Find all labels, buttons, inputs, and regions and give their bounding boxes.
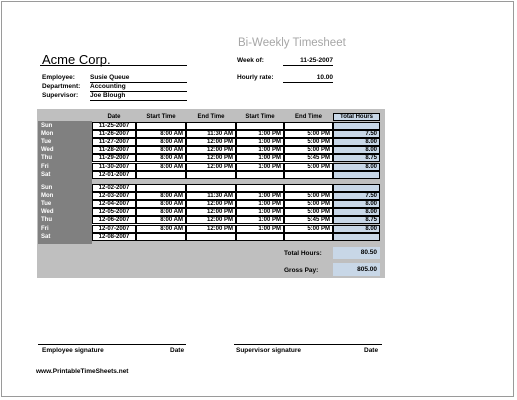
col-header-total-hours: Total Hours xyxy=(340,114,373,120)
date-cell[interactable]: 11-29-2007 xyxy=(92,154,136,162)
end-time-1-cell[interactable] xyxy=(186,171,236,179)
end-time-2-cell[interactable]: 5:00 PM xyxy=(284,138,333,146)
department-value[interactable]: Accounting xyxy=(90,83,187,92)
start-time-2-cell[interactable]: 1:00 PM xyxy=(236,163,284,171)
total-hours-cell: 8.00 xyxy=(333,138,380,146)
end-time-1-cell[interactable]: 12:00 PM xyxy=(186,225,236,233)
day-label: Thu xyxy=(41,155,52,161)
start-time-1-cell[interactable]: 8:00 AM xyxy=(136,146,186,154)
start-time-1-cell[interactable]: 8:00 AM xyxy=(136,216,186,224)
start-time-2-cell[interactable]: 1:00 PM xyxy=(236,138,284,146)
end-time-1-cell[interactable]: 11:30 AM xyxy=(186,192,236,200)
end-time-2-cell[interactable]: 5:45 PM xyxy=(284,216,333,224)
day-label: Wed xyxy=(41,209,54,215)
end-time-2-cell[interactable]: 5:00 PM xyxy=(284,163,333,171)
supervisor-value[interactable]: Joe Blough xyxy=(90,92,187,101)
day-label: Fri xyxy=(41,226,49,232)
start-time-2-cell[interactable]: 1:00 PM xyxy=(236,146,284,154)
start-time-1-cell[interactable]: 8:00 AM xyxy=(136,200,186,208)
start-time-2-cell[interactable]: 1:00 PM xyxy=(236,130,284,138)
date-cell[interactable]: 11-30-2007 xyxy=(92,163,136,171)
end-time-2-cell[interactable] xyxy=(284,122,333,130)
end-time-1-cell[interactable]: 12:00 PM xyxy=(186,138,236,146)
day-label: Sun xyxy=(41,185,53,191)
total-hours-cell: 8.75 xyxy=(333,154,380,162)
total-hours-label: Total Hours: xyxy=(284,250,322,257)
end-time-1-cell[interactable] xyxy=(186,184,236,192)
day-label: Tue xyxy=(41,201,52,207)
start-time-1-cell[interactable]: 8:00 AM xyxy=(136,225,186,233)
footer-website[interactable]: www.PrintableTimeSheets.net xyxy=(36,368,129,375)
supervisor-signature-line[interactable] xyxy=(234,344,382,345)
day-label: Wed xyxy=(41,147,54,153)
start-time-1-cell[interactable] xyxy=(136,122,186,130)
total-hours-cell: 8.00 xyxy=(333,225,380,233)
col-header-end-time-1: End Time xyxy=(197,114,225,120)
total-hours-cell: 8.75 xyxy=(333,216,380,224)
end-time-2-cell[interactable]: 5:00 PM xyxy=(284,225,333,233)
employee-signature-line[interactable] xyxy=(38,344,186,345)
date-cell[interactable]: 12-04-2007 xyxy=(92,200,136,208)
total-hours-value: 80.50 xyxy=(333,247,380,259)
employee-value[interactable]: Susie Queue xyxy=(90,74,187,83)
day-label: Tue xyxy=(41,139,52,145)
date-cell[interactable]: 12-07-2007 xyxy=(92,225,136,233)
end-time-1-cell[interactable] xyxy=(186,122,236,130)
total-hours-cell: 8.00 xyxy=(333,163,380,171)
start-time-2-cell[interactable]: 1:00 PM xyxy=(236,192,284,200)
end-time-1-cell[interactable] xyxy=(186,233,236,241)
start-time-1-cell[interactable]: 8:00 AM xyxy=(136,138,186,146)
date-cell[interactable]: 12-02-2007 xyxy=(92,184,136,192)
start-time-2-cell[interactable] xyxy=(236,233,284,241)
end-time-1-cell[interactable]: 12:00 PM xyxy=(186,146,236,154)
col-header-start-time-1: Start Time xyxy=(146,114,176,120)
day-label: Mon xyxy=(41,193,54,199)
day-label: Thu xyxy=(41,217,52,223)
supervisor-label: Supervisor: xyxy=(42,92,79,99)
start-time-1-cell[interactable] xyxy=(136,233,186,241)
end-time-1-cell[interactable]: 12:00 PM xyxy=(186,216,236,224)
end-time-2-cell[interactable]: 5:00 PM xyxy=(284,208,333,216)
end-time-1-cell[interactable]: 12:00 PM xyxy=(186,154,236,162)
total-hours-cell xyxy=(333,122,380,130)
day-label: Mon xyxy=(41,131,54,137)
day-label: Sat xyxy=(41,172,51,178)
employee-label: Employee: xyxy=(42,74,75,81)
supervisor-date-label: Date xyxy=(364,347,379,354)
start-time-2-cell[interactable]: 1:00 PM xyxy=(236,200,284,208)
hourly-rate-value[interactable]: 10.00 xyxy=(283,74,333,83)
day-label: Fri xyxy=(41,164,49,170)
start-time-1-cell[interactable]: 8:00 AM xyxy=(136,208,186,216)
total-hours-cell xyxy=(333,233,380,241)
end-time-1-cell[interactable]: 11:30 AM xyxy=(186,130,236,138)
start-time-1-cell[interactable]: 8:00 AM xyxy=(136,130,186,138)
start-time-2-cell[interactable] xyxy=(236,184,284,192)
week-of-label: Week of: xyxy=(237,57,264,64)
date-cell[interactable]: 11-28-2007 xyxy=(92,146,136,154)
total-hours-cell: 8.00 xyxy=(333,208,380,216)
date-cell[interactable]: 12-05-2007 xyxy=(92,208,136,216)
date-cell[interactable]: 12-06-2007 xyxy=(92,216,136,224)
total-hours-cell xyxy=(333,171,380,179)
start-time-2-cell[interactable] xyxy=(236,122,284,130)
total-hours-cell: 7.50 xyxy=(333,192,380,200)
day-label: Sat xyxy=(41,234,51,240)
start-time-2-cell[interactable]: 1:00 PM xyxy=(236,208,284,216)
company-name: Acme Corp. xyxy=(42,52,111,67)
date-cell[interactable]: 12-01-2007 xyxy=(92,171,136,179)
week-of-value[interactable]: 11-25-2007 xyxy=(283,57,333,66)
end-time-1-cell[interactable]: 12:00 PM xyxy=(186,208,236,216)
start-time-1-cell[interactable]: 8:00 AM xyxy=(136,154,186,162)
hourly-rate-label: Hourly rate: xyxy=(237,74,274,81)
end-time-2-cell[interactable]: 5:00 PM xyxy=(284,146,333,154)
company-underline xyxy=(40,65,187,66)
start-time-1-cell[interactable]: 8:00 AM xyxy=(136,192,186,200)
date-cell[interactable]: 12-08-2007 xyxy=(92,233,136,241)
start-time-2-cell[interactable]: 1:00 PM xyxy=(236,154,284,162)
col-header-end-time-2: End Time xyxy=(295,114,322,120)
employee-date-label: Date xyxy=(170,347,185,354)
employee-signature-label: Employee signature xyxy=(42,347,104,354)
total-hours-cell: 8.00 xyxy=(333,146,380,154)
start-time-1-cell[interactable] xyxy=(136,184,186,192)
supervisor-signature-label: Supervisor signature xyxy=(236,347,302,354)
end-time-2-cell[interactable]: 5:00 PM xyxy=(284,130,333,138)
gross-pay-value: 805.00 xyxy=(333,263,380,276)
end-time-2-cell[interactable]: 5:00 PM xyxy=(284,192,333,200)
page-title: Bi-Weekly Timesheet xyxy=(238,37,346,49)
end-time-2-cell[interactable] xyxy=(284,171,333,179)
total-hours-cell: 8.00 xyxy=(333,200,380,208)
col-header-date: Date xyxy=(107,114,121,120)
date-cell[interactable]: 11-27-2007 xyxy=(92,138,136,146)
date-cell[interactable]: 11-26-2007 xyxy=(92,130,136,138)
col-header-start-time-2: Start Time xyxy=(245,114,275,120)
total-hours-cell: 7.50 xyxy=(333,130,380,138)
date-cell[interactable]: 11-25-2007 xyxy=(92,122,136,130)
day-label: Sun xyxy=(41,123,53,129)
gross-pay-label: Gross Pay: xyxy=(284,267,319,274)
start-time-2-cell[interactable] xyxy=(236,171,284,179)
start-time-1-cell[interactable] xyxy=(136,171,186,179)
total-hours-cell xyxy=(333,184,380,192)
end-time-2-cell[interactable]: 5:00 PM xyxy=(284,200,333,208)
end-time-1-cell[interactable]: 12:00 PM xyxy=(186,163,236,171)
end-time-2-cell[interactable] xyxy=(284,233,333,241)
end-time-2-cell[interactable] xyxy=(284,184,333,192)
department-label: Department: xyxy=(42,83,81,90)
end-time-2-cell[interactable]: 5:45 PM xyxy=(284,154,333,162)
end-time-1-cell[interactable]: 12:00 PM xyxy=(186,200,236,208)
start-time-2-cell[interactable]: 1:00 PM xyxy=(236,225,284,233)
start-time-1-cell[interactable]: 8:00 AM xyxy=(136,163,186,171)
start-time-2-cell[interactable]: 1:00 PM xyxy=(236,216,284,224)
date-cell[interactable]: 12-03-2007 xyxy=(92,192,136,200)
